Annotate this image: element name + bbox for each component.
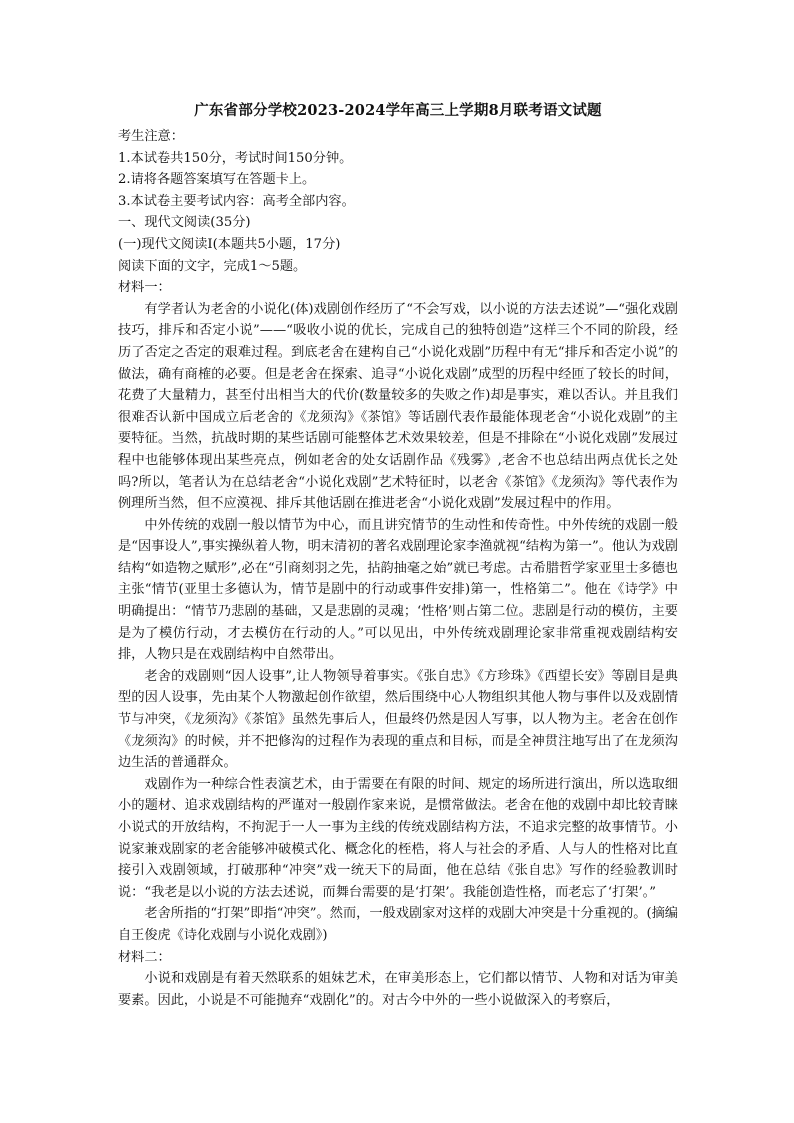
- material-paragraph: 有学者认为老舍的小说化(体)戏剧创作经历了“不会写戏，以小说的方法去述说”—“强化戏剧技巧，排斥和否定小说”——“吸收小说的优长，完成自己的独特创造”这样三个不同的阶段，经历了否定之否定的艰难过程。到底老舍在建构自己“小说化戏剧”历程中有无“排斥和否定小说”的做法，确有商榷的必要。但是老舍在探索、追寻“小说化戏剧”成型的历程中经匝了较长的时间，花费了大量精力，甚至付出相当大的代价(数量较多的失败之作)却是事实，难以否认。并且我们很难否认新中国成立后老舍的《龙须沟》《茶馆》等话剧代表作最能体现老舍“小说化戏剧”的主要特征。当然，抗战时期的某些话剧可能整体艺术效果较差，但是不排除在“小说化戏剧”发展过程中也能够体现出某些亮点，例如老舍的处女话剧作品《残雾》,老舍不也总结出两点优长之处吗?所以，笔者认为在总结老舍“小说化戏剧”艺术特征时，以老舍《茶馆》《龙须沟》等代表作为例理所当然，但不应漠视、排斥其他话剧在推进老舍“小说化戏剧”发展过程中的作用。: [118, 301, 678, 512]
- section-heading: 一、现代文阅读(35分): [118, 215, 251, 231]
- section-sub-heading: (一)现代文阅读Ⅰ(本题共5小题，17分): [118, 236, 341, 252]
- material-label: 材料一：: [118, 280, 171, 296]
- document-page: [118, 100, 678, 1011]
- material-paragraph: 小说和戏剧是有着天然联系的姐妹艺术，在审美形态上，它们都以情节、人物和对话为审美要素。因此，小说是不可能抛弃“戏剧化”的。对古今中外的一些小说做深入的考察后，: [118, 971, 678, 1008]
- notice-item: 1.本试卷共150分，考试时间150分钟。: [118, 150, 353, 166]
- notice-item: 3.本试卷主要考试内容：高考全部内容。: [118, 193, 355, 209]
- notice-heading: 考生注意：: [118, 129, 184, 144]
- section-instruction: 阅读下面的文字，完成1～5题。: [118, 258, 307, 274]
- material-paragraph: 老舍所指的“打架”即指“冲突”。然而，一般戏剧家对这样的戏剧大冲突是十分重视的。(摘编自王俊虎《诗化戏剧与小说化戏剧》): [118, 906, 678, 943]
- material-paragraph: 中外传统的戏剧一般以情节为中心，而且讲究情节的生动性和传奇性。中外传统的戏剧一般是“因事设人”,事实操纵着人物，明末清初的著名戏剧理论家李渔就视“结构为第一”。他认为戏剧结构“如造物之赋形”,必在“引商刻羽之先，拈韵抽毫之始”就已考虑。古希腊哲学家亚里士多德也主张“情节(亚里士多德认为，情节是剧中的行动或事件安排)第一，性格第二”。他在《诗学》中明确提出：“情节乃悲剧的基础，又是悲剧的灵魂；‘性格’则占第二位。悲剧是行动的模仿，主要是为了模仿行动，才去模仿在行动的人。”可以见出，中外传统戏剧理论家非常重视戏剧结构安排，人物只是在戏剧结构中自然带出。: [118, 517, 678, 663]
- document-title: 广东省部分学校2023-2024学年高三上学期8月联考语文试题: [194, 102, 602, 119]
- material-paragraph: 戏剧作为一种综合性表演艺术，由于需要在有限的时间、规定的场所进行演出，所以选取细小的题材、追求戏剧结构的严谨对一般剧作家来说，是惯常做法。老舍在他的戏剧中却比较青睐小说式的开放结构，不拘泥于一人一事为主线的传统戏剧结构方法，不追求完整的故事情节。小说家兼戏剧家的老舍能够冲破模式化、概念化的桎梏，将人与社会的矛盾、人与人的性格对比直接引入戏剧领域，打破那种“冲突”戏一统天下的局面，他在总结《张自忠》写作的经验教训时说：“我老是以小说的方法去述说，而舞台需要的是‘打架’。我能创造性格，而老忘了‘打架’。”: [118, 776, 678, 900]
- notice-item: 2.请将各题答案填写在答题卡上。: [118, 172, 316, 188]
- material-paragraph: 老舍的戏剧则“因人设事”,让人物领导着事实。《张自忠》《方珍珠》《西望长安》等剧目是典型的因人设事，先由某个人物激起创作欲望，然后围绕中心人物组织其他人物与事件以及戏剧情节与冲突，《龙须沟》《茶馆》虽然先事后人，但最终仍然是因人写事，以人物为主。老舍在创作《龙须沟》的时候，并不把修沟的过程作为表现的重点和目标，而是全神贯注地写出了在龙须沟边生活的普通群众。: [118, 668, 678, 771]
- material-label: 材料二：: [118, 949, 171, 965]
